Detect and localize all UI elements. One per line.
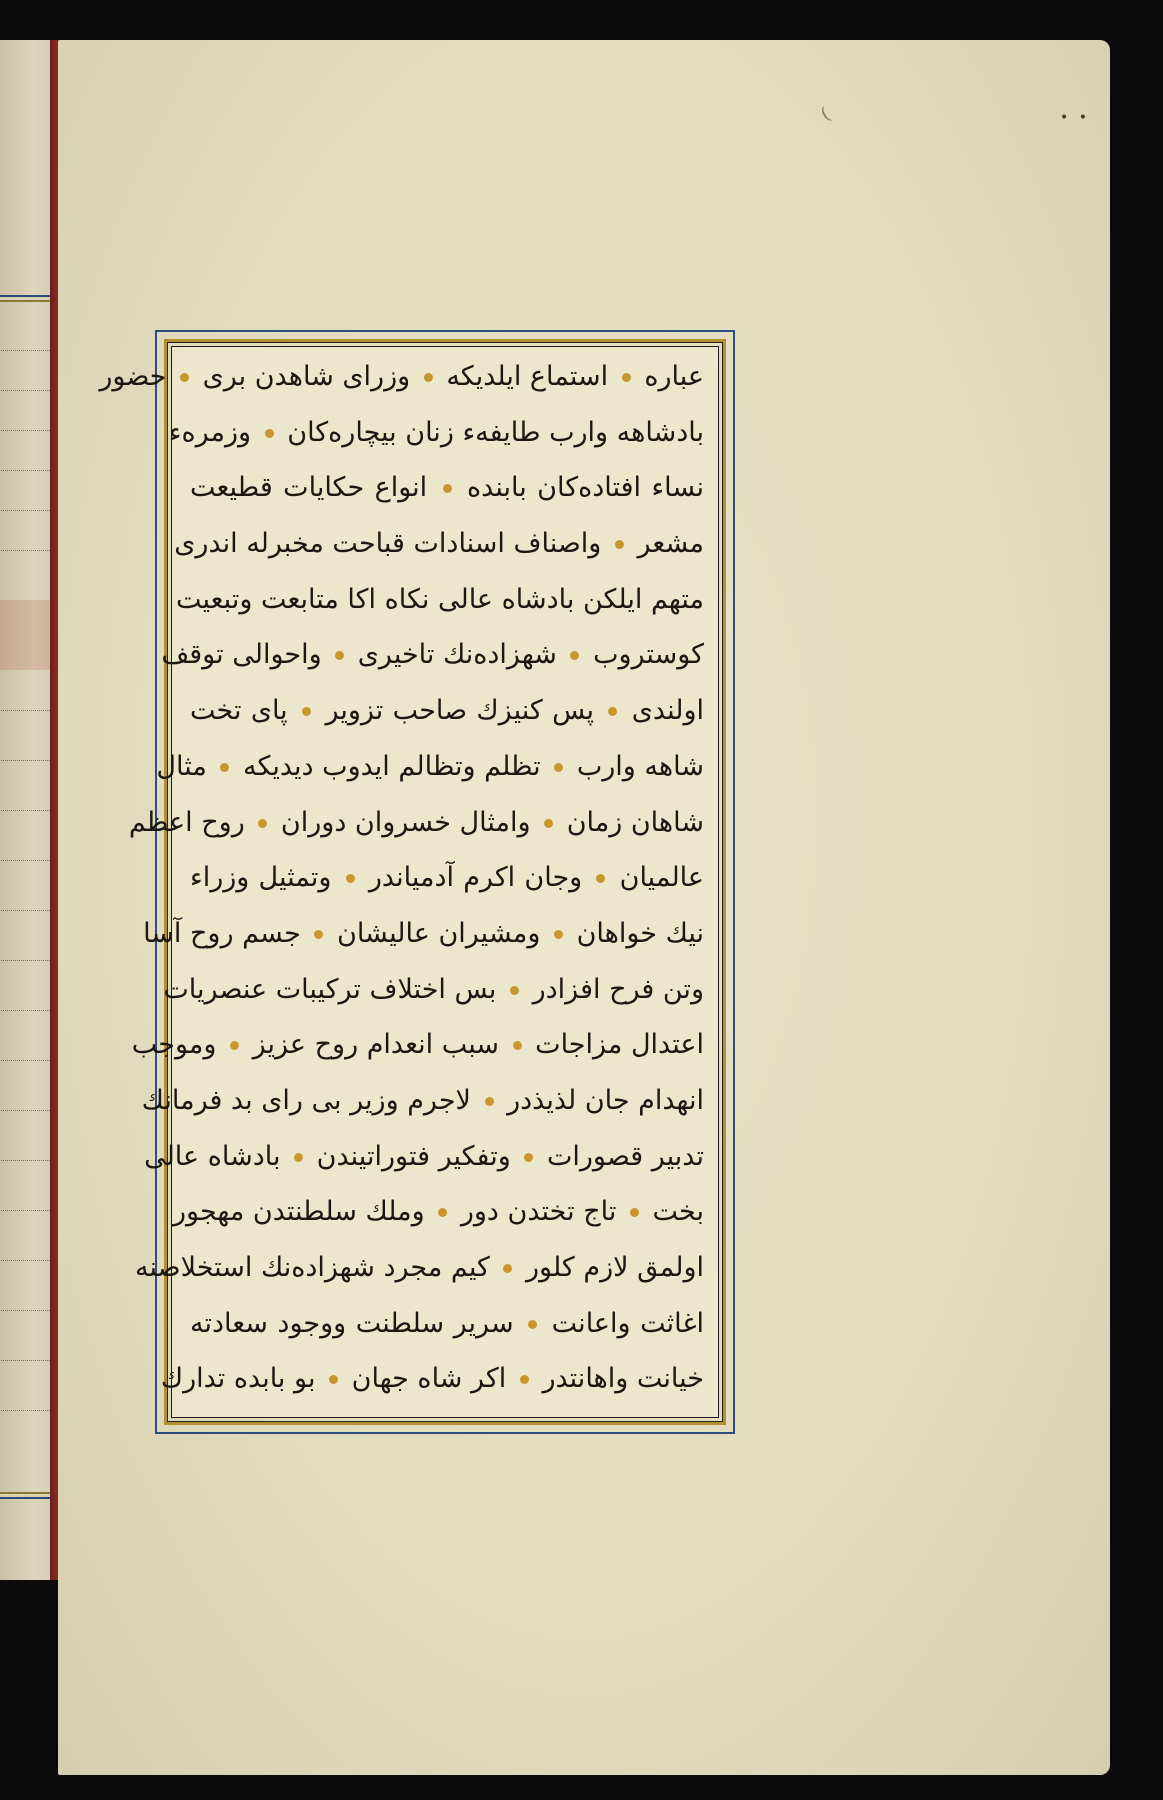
text-line: اولندی پس کنیزك صاحب تزویر پای تخت: [190, 695, 704, 727]
gold-verse-dot: [510, 986, 519, 995]
gold-verse-dot: [608, 707, 617, 716]
text-line: وتن فرح افزادر بس اختلاف ترکیبات عنصریات: [163, 973, 704, 1005]
gold-verse-dot: [302, 707, 311, 716]
text-line: اغاثت واعانت سریر سلطنت ووجود سعادته: [190, 1307, 704, 1339]
gold-verse-dot: [630, 1208, 639, 1217]
text-line: انهدام جان لذیذدر لاجرم وزیر بی رای بد فرمانك: [141, 1084, 704, 1116]
gold-verse-dot: [258, 819, 267, 828]
gold-verse-dot: [513, 1041, 522, 1050]
gold-verse-dot: [220, 763, 229, 772]
text-block-frame: [99, 330, 735, 1434]
text-line: عالمیان وجان اکرم آدمیاندر وتمثیل وزراء: [190, 862, 705, 894]
facing-page-rubric: [0, 600, 52, 670]
text-panel: [99, 346, 719, 1418]
gold-verse-dot: [554, 763, 563, 772]
gold-verse-dot: [438, 1208, 447, 1217]
gold-verse-dot: [424, 373, 433, 382]
gold-verse-dot: [570, 651, 579, 660]
text-line: شاهان زمان وامثال خسروان دوران روح اعظم: [128, 806, 704, 838]
text-line: اولمق لازم کلور کیم مجرد شهزادەنك استخلاصنه: [135, 1252, 704, 1283]
gold-verse-dot: [615, 540, 624, 549]
gold-verse-dot: [622, 373, 631, 382]
gold-verse-dot: [230, 1041, 239, 1050]
text-line: تدبیر قصورات وتفکیر فتوراتیندن بادشاه عالی: [144, 1140, 704, 1172]
gold-verse-dot: [528, 1320, 537, 1329]
gold-verse-dot: [520, 1375, 529, 1384]
gold-verse-dot: [485, 1097, 494, 1106]
text-line: خیانت واهانتدر اکر شاه جهان بو بابده تدارك: [160, 1363, 704, 1395]
gold-verse-dot: [503, 1264, 512, 1273]
text-line: نساء افتادەکان بابنده انواع حکایات قطیعت: [190, 472, 704, 504]
gold-verse-dot: [329, 1375, 338, 1384]
text-line: بخت تاج تختدن دور وملك سلطنتدن مهجور: [172, 1196, 704, 1228]
text-line: بادشاهه وارب طایفهء زنان بیچارەکان وزمرهء: [168, 416, 704, 448]
text-line: مشعر واصناف اسنادات قباحت مخبرله اندری: [174, 528, 704, 560]
paper-blemish: (: [817, 103, 834, 126]
text-line: نیك خواهان ومشیران عالیشان جسم روح آسا: [143, 917, 704, 949]
gold-verse-dot: [346, 874, 355, 883]
gold-verse-dot: [180, 373, 189, 382]
manuscript-text: [99, 349, 705, 1413]
gold-verse-dot: [314, 930, 323, 939]
text-line: اعتدال مزاجات سبب انعدام روح عزیز وموجب: [131, 1029, 704, 1061]
text-line: عبارە استماع ایلدیکه وزرای شاهدن بری حضور: [99, 361, 704, 392]
gold-verse-dot: [596, 874, 605, 883]
gold-verse-dot: [265, 429, 274, 438]
folio-ink-specks: • •: [1060, 110, 1090, 126]
gold-verse-dot: [294, 1153, 303, 1162]
gold-verse-dot: [544, 819, 553, 828]
gold-verse-dot: [443, 484, 452, 493]
text-line: کوستروب شهزادەنك تاخیری واحوالی توقف: [161, 639, 704, 671]
text-line: متهم ایلکن بادشاه عالی نکاه اکا متابعت وتبعیت: [175, 583, 704, 615]
gold-verse-dot: [335, 651, 344, 660]
text-line: شاهه وارب تظلم وتظالم ایدوب دیدیکه مثال: [156, 750, 704, 782]
gold-verse-dot: [524, 1153, 533, 1162]
gold-verse-dot: [554, 930, 563, 939]
